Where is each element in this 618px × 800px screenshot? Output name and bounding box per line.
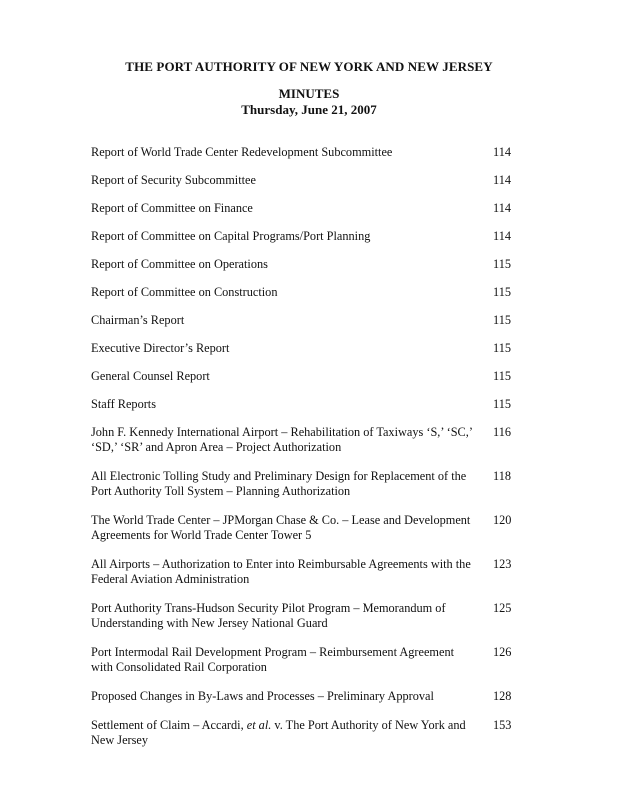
- toc-item: [91, 173, 521, 188]
- toc-item-text: John F. Kennedy International Airport – Rehabilitation of Taxiways ‘S,’ ‘SC,’ ‘SD,’ ‘SR’ and Apron Area – Project Authorization: [91, 425, 473, 454]
- toc-item-page: 115: [493, 313, 511, 327]
- toc-item-page: 115: [493, 341, 511, 355]
- toc-item-page: 120: [493, 513, 512, 527]
- toc-item: [91, 145, 521, 160]
- toc-item: [91, 201, 521, 216]
- toc-item-text: Report of Committee on Finance: [91, 201, 253, 215]
- toc-item-page: 114: [493, 173, 511, 187]
- toc-item-text: Executive Director’s Report: [91, 341, 230, 355]
- toc-item-text: [91, 718, 476, 748]
- toc-item-text: General Counsel Report: [91, 369, 210, 383]
- toc-item-text: Report of Security Subcommittee: [91, 173, 256, 187]
- toc-item: [91, 513, 521, 543]
- toc-item-page: 116: [493, 425, 511, 439]
- toc-item-text: Report of Committee on Capital Programs/Port Planning: [91, 229, 371, 243]
- table-of-contents: [91, 145, 521, 748]
- toc-item: [91, 645, 521, 675]
- toc-item-text: Port Intermodal Rail Development Program – Reimbursement Agreement with Consolidated Rail Corporation: [91, 645, 455, 674]
- toc-item: [91, 601, 521, 631]
- toc-item-page: 114: [493, 145, 511, 159]
- toc-item-text: Report of World Trade Center Redevelopment Subcommittee: [91, 145, 393, 159]
- toc-item-page: 118: [493, 469, 511, 483]
- toc-item-page: 123: [493, 557, 512, 571]
- toc-item-text: All Airports – Authorization to Enter into Reimbursable Agreements with the Federal Aviation Administration: [91, 557, 471, 586]
- toc-item: [91, 369, 521, 384]
- toc-item-text: Staff Reports: [91, 397, 157, 411]
- toc-item-text-end: v. The Port Authority of New York and New Jersey: [91, 718, 466, 747]
- toc-item: [91, 397, 521, 412]
- toc-item-text: Report of Committee on Construction: [91, 285, 278, 299]
- toc-item: [91, 257, 521, 272]
- toc-item-text: Report of Committee on Operations: [91, 257, 268, 271]
- toc-item: [91, 469, 521, 499]
- toc-item-page: 126: [493, 645, 512, 659]
- toc-item: [91, 425, 521, 455]
- document-title: MINUTES: [278, 86, 340, 101]
- toc-item-page: 114: [493, 229, 511, 243]
- meeting-date: Thursday, June 21, 2007: [241, 102, 377, 117]
- toc-item-page: 115: [493, 257, 511, 271]
- toc-item-page: 128: [493, 689, 512, 703]
- toc-item: [91, 557, 521, 587]
- toc-item-text-start: Settlement of Claim – Accardi,: [91, 718, 247, 732]
- toc-item-page: 115: [493, 285, 511, 299]
- toc-item-page: 115: [493, 369, 511, 383]
- toc-item: [91, 341, 521, 356]
- organization-title: THE PORT AUTHORITY OF NEW YORK AND NEW JERSEY: [125, 59, 493, 74]
- toc-item: [91, 689, 521, 704]
- toc-item-page: 115: [493, 397, 511, 411]
- toc-item-text: Proposed Changes in By-Laws and Processes – Preliminary Approval: [91, 689, 434, 703]
- toc-item-page: 153: [493, 718, 512, 732]
- toc-item-page: 114: [493, 201, 511, 215]
- toc-item-text: Port Authority Trans-Hudson Security Pilot Program – Memorandum of Understanding with New Jersey National Guard: [91, 601, 446, 630]
- toc-item: [91, 313, 521, 328]
- toc-item: [91, 229, 521, 244]
- toc-item-text: All Electronic Tolling Study and Preliminary Design for Replacement of the Port Authority Toll System – Planning Authorization: [91, 469, 467, 498]
- toc-item-page: 125: [493, 601, 512, 615]
- toc-item: [91, 285, 521, 300]
- toc-item: [91, 718, 521, 748]
- toc-item-text: The World Trade Center – JPMorgan Chase & Co. – Lease and Development Agreements for World Trade Center Tower 5: [91, 513, 471, 542]
- toc-item-text: Chairman’s Report: [91, 313, 185, 327]
- toc-item-text-italic: et al.: [246, 718, 272, 732]
